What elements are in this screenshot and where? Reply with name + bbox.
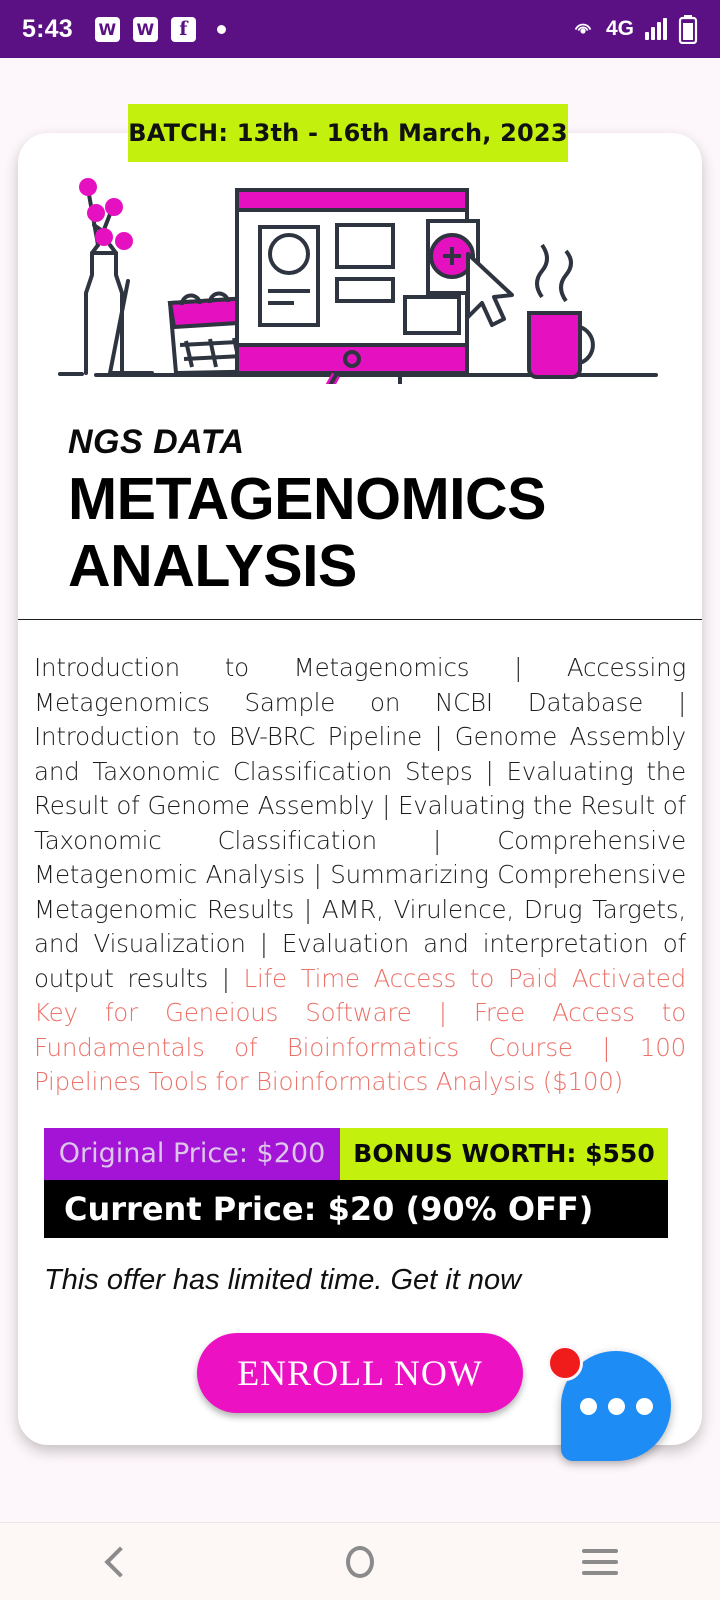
network-type-label: 4G [605,17,634,40]
price-row [44,1128,668,1180]
promo-card [18,133,702,1445]
enroll-now-button[interactable]: ENROLL NOW [197,1333,523,1413]
course-bonus-text: Life Time Access to Paid Activated Key for Geneious Software | Free Access to Fundamentals of Bioinformatics Course | 100 Pipelines Tools for Bioinformatics Analysis ($100) [34,963,686,1097]
whatsapp-icon: W [133,17,158,42]
nav-back-button[interactable] [0,1523,240,1600]
whatsapp-business-icon: W [95,17,120,42]
facebook-icon: f [171,17,196,42]
card-body [18,620,702,1413]
chat-fab-button[interactable] [561,1351,671,1461]
course-description [34,651,686,1100]
chat-dot-icon [580,1398,597,1415]
batch-banner: BATCH: 13th - 16th March, 2023 [128,104,568,162]
nav-home-button[interactable] [240,1523,480,1600]
back-chevron-icon [104,1546,135,1577]
battery-icon [678,14,698,44]
page-title-line1: METAGENOMICS [68,466,547,532]
signal-strength-icon [645,18,667,40]
hotspot-icon [571,17,595,41]
limited-time-note: This offer has limited time. Get it now [44,1263,522,1296]
workspace-illustration [52,169,668,384]
card-title-block [68,423,682,599]
status-bar-clock: 5:43 [22,14,73,43]
page-title [68,466,682,599]
chat-dot-icon [608,1398,625,1415]
course-modules-text: Introduction to Metagenomics | Accessing Metagenomics Sample on NCBI Database | Introduction to BV-BRC Pipeline | Genome Assembly and Taxonomic Classification Steps | Evaluating the Result of Genome Assembly | Evaluating the Result of Taxonomic Classification | Comprehensive Metagenomic Analysis | Summarizing Comprehensive Metagenomic Results | AMR, Virulence, Drug Targets, and Visualization | Evaluation and interpretation of output results | [34,653,686,993]
card-hero [18,133,702,620]
hamburger-menu-icon [582,1549,618,1575]
original-price-badge: Original Price: $200 [44,1128,340,1180]
nav-recents-button[interactable] [480,1523,720,1600]
android-navigation-bar [0,1522,720,1600]
current-price-badge: Current Price: $20 (90% OFF) [44,1180,668,1238]
course-kicker: NGS DATA [68,423,245,461]
more-notifications-dot-icon [217,25,226,34]
page-title-line2: ANALYSIS [68,532,357,599]
home-circle-icon [346,1546,374,1578]
notification-badge-icon [547,1345,583,1381]
chat-dot-icon [636,1398,653,1415]
status-bar-notification-icons [95,17,226,42]
status-bar [0,0,720,58]
bonus-worth-badge: BONUS WORTH: $550 [340,1128,668,1180]
status-bar-system-icons [571,14,698,44]
